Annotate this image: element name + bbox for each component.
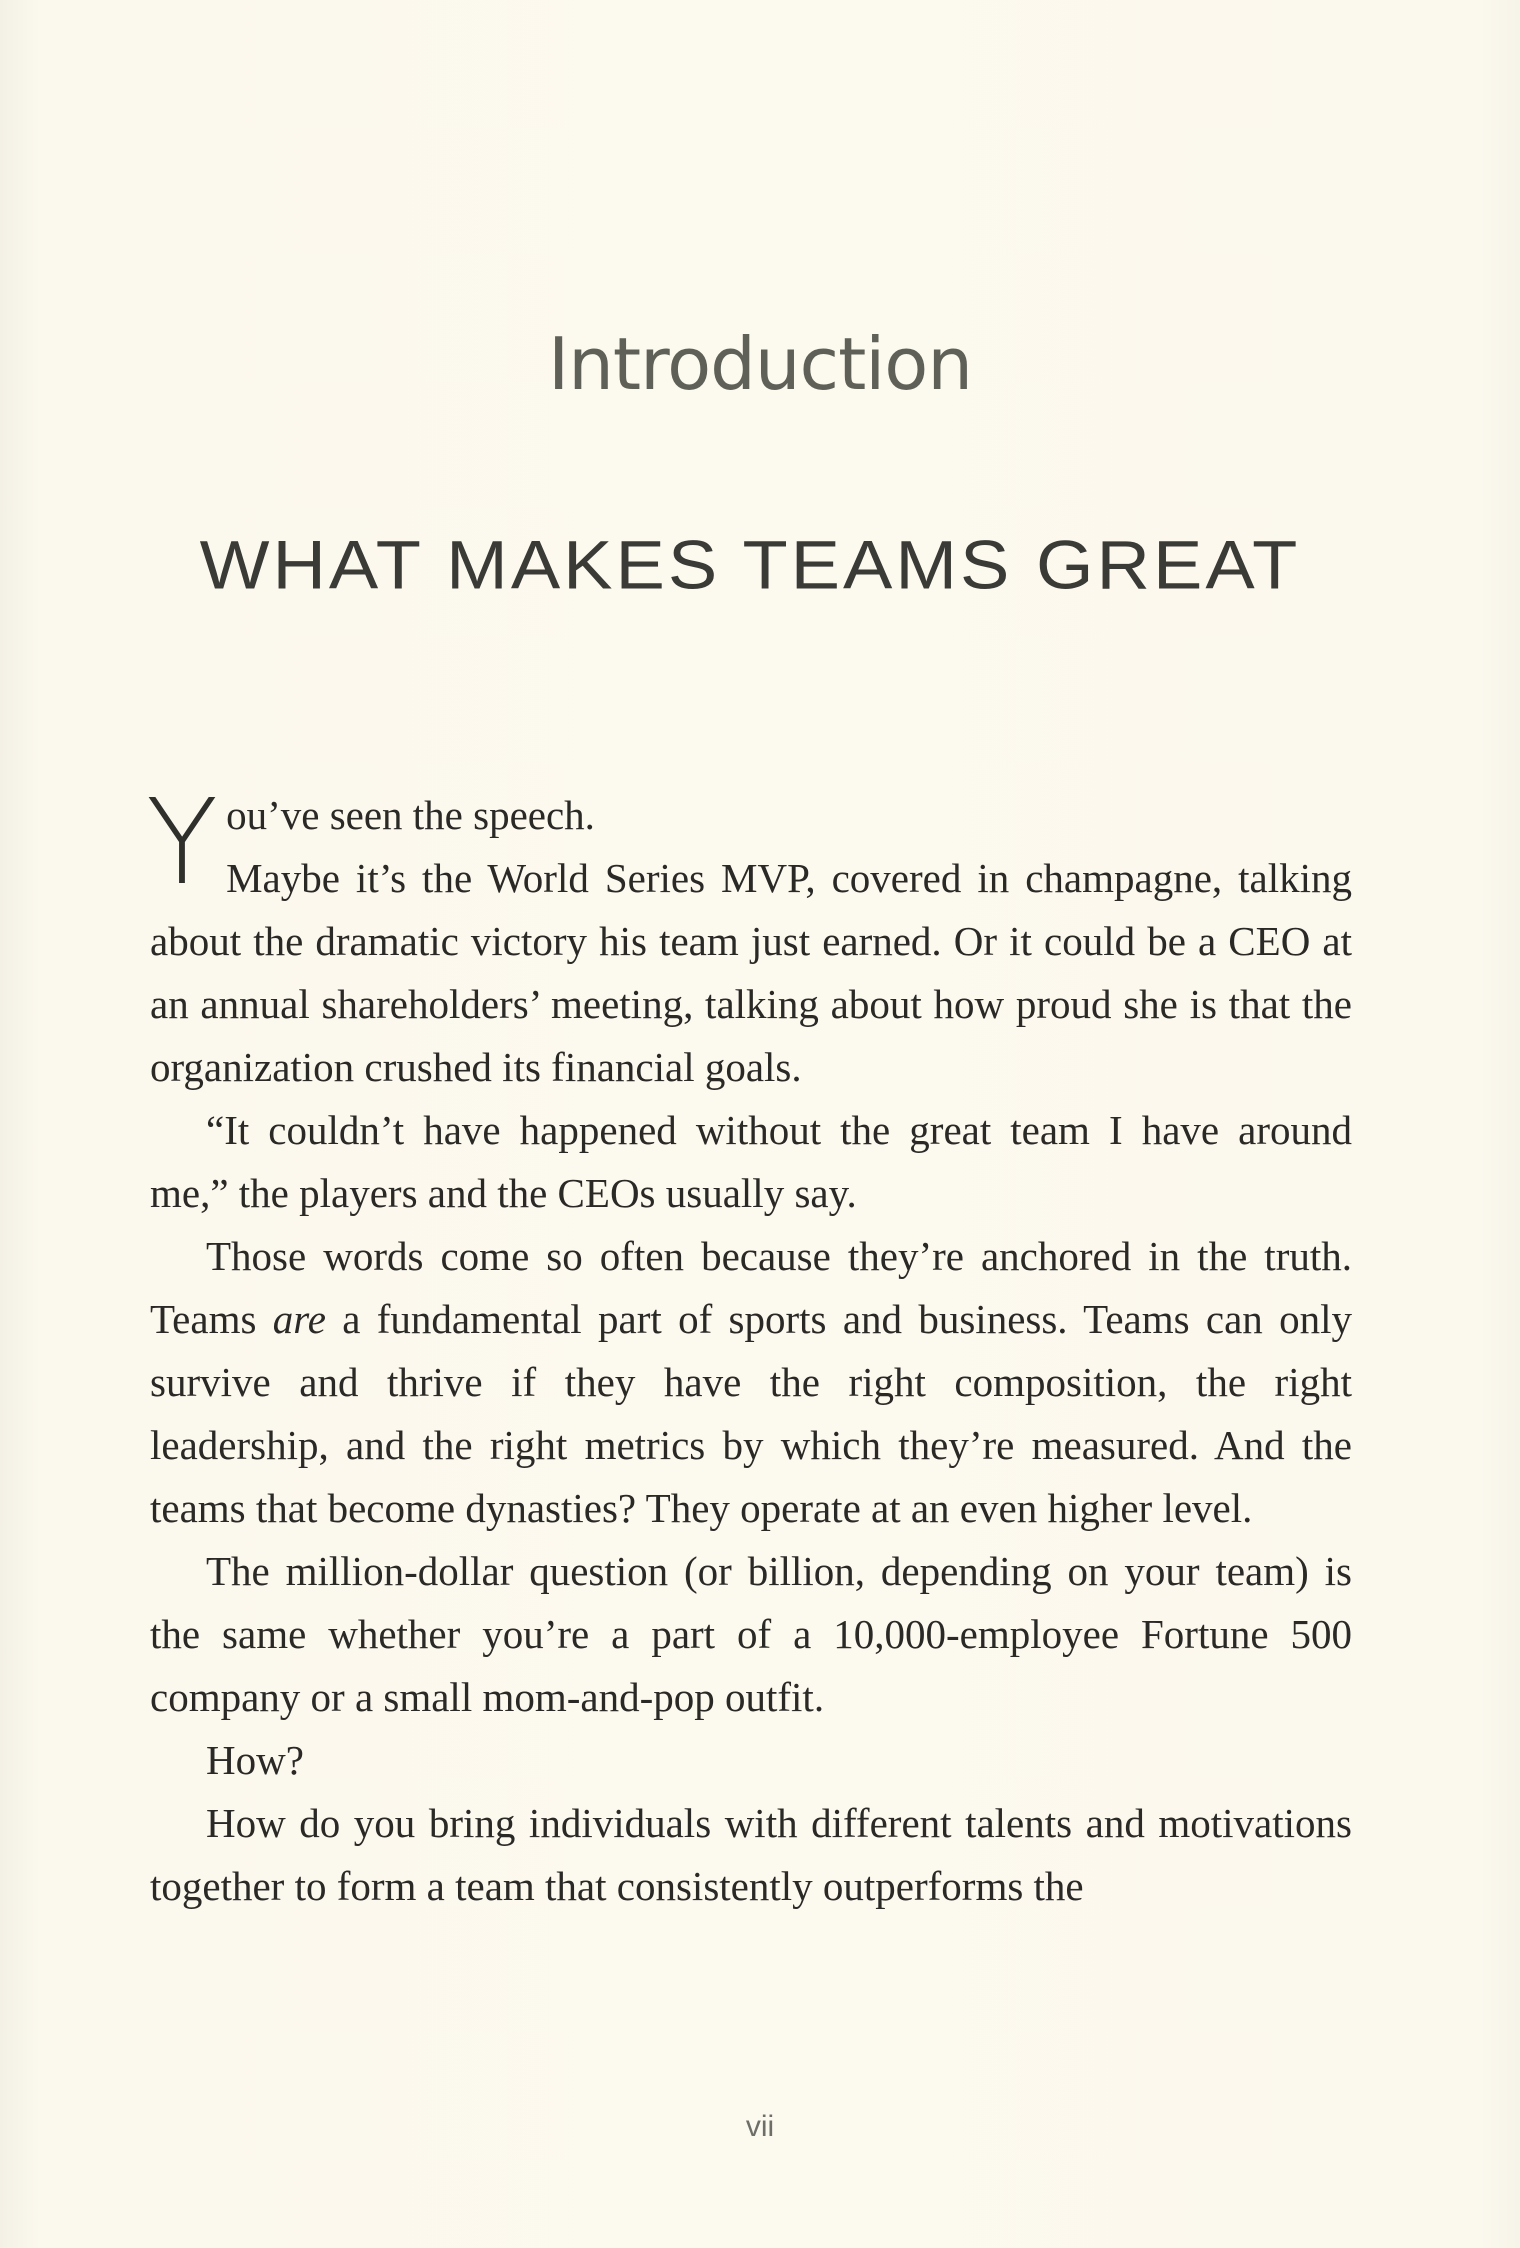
paragraph-3: “It couldn’t have happened without the great team I have around me,” the players and the CEOs usually say. — [150, 1107, 1352, 1216]
paragraph-4-text-a: Those words come so often because they’re anchored in the truth. Teams — [150, 1233, 1352, 1342]
drop-cap: Y — [146, 773, 219, 911]
body-text — [146, 773, 1353, 1918]
paragraph-4-emphasis: are — [272, 1296, 326, 1342]
paragraph-6: How? — [206, 1737, 304, 1783]
paragraph-4-text-b: a fundamental part of sports and business. Teams can only survive and thrive if they have the right composition, the right leadership, and the right metrics by which they’re measured. And the teams that become dynasties? They operate at an even higher level. — [150, 1296, 1353, 1531]
paragraph-1-text: ou’ve seen the speech. — [226, 792, 595, 838]
chapter-title: Introduction — [547, 322, 972, 406]
paragraph-2-text: Maybe it’s the World Series MVP, covered in champagne, talking about the dramatic victory his team just earned. Or it could be a CEO at an annual shareholders’ meeting, talking about how proud she is that the organization crushed its financial goals. — [150, 855, 1352, 1090]
paragraph-4 — [150, 1225, 1352, 1540]
paragraph-1 — [146, 773, 1352, 1099]
page-number: vii — [745, 2110, 775, 2143]
paragraph-7: How do you bring individuals with different talents and motivations together to form a team that consistently outperforms the — [150, 1800, 1352, 1909]
paragraph-5: The million-dollar question (or billion, depending on your team) is the same whether you’re a part of a 10,000-employee Fortune 500 company or a small mom-and-pop outfit. — [150, 1548, 1352, 1720]
chapter-subtitle: WHAT MAKES TEAMS GREAT — [199, 525, 1301, 604]
